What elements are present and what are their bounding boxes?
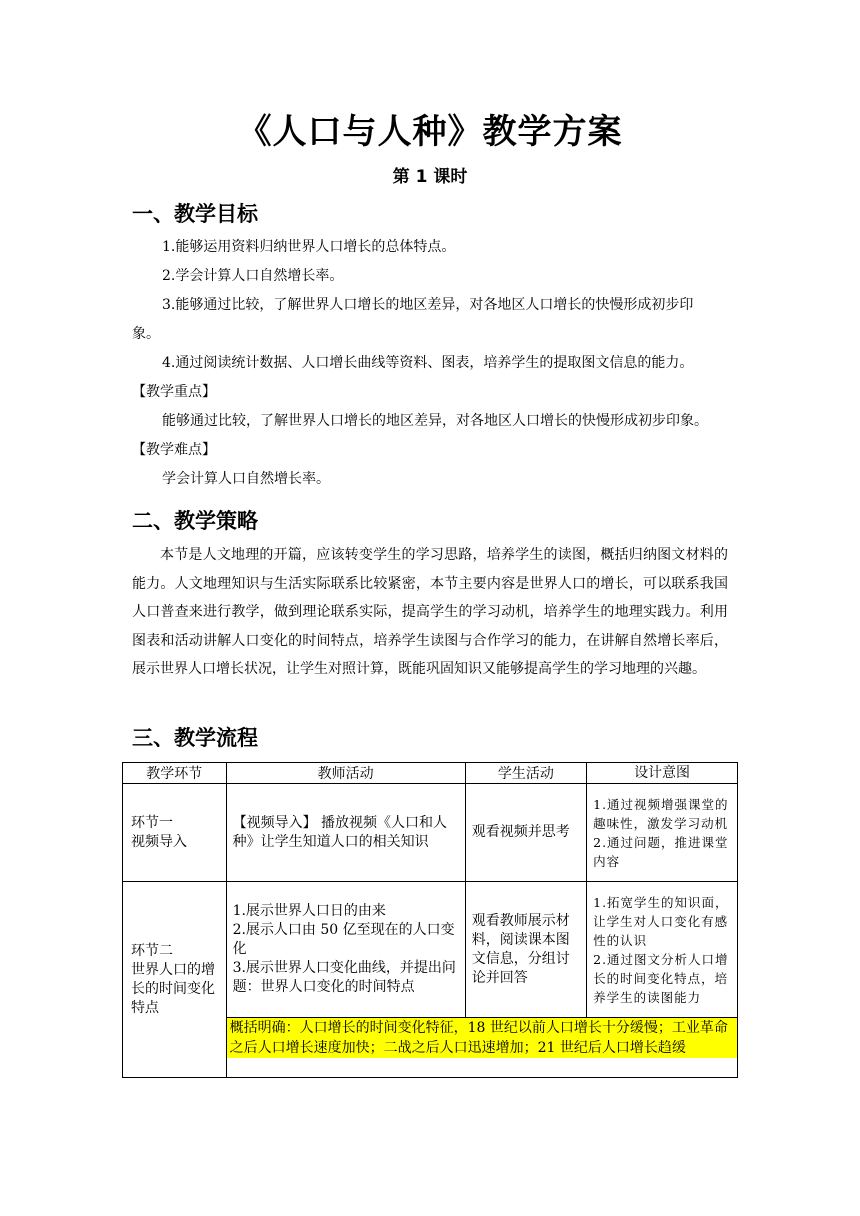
student-activity-cell: 观看视频并思考 bbox=[465, 784, 586, 882]
column-header: 教师活动 bbox=[226, 763, 465, 784]
design-intent-cell: 1.通过视频增强课堂的趣味性，激发学习动机 2.通过问题，推进课堂内容 bbox=[587, 784, 738, 882]
summary-highlighted-text: 概括明确：人口增长的时间变化特征，18 世纪以前人口增长十分缓慢；工业革命之后人口增长速度加快；二战之后人口迅速增加；21 世纪后人口增长趋缓 bbox=[227, 1018, 737, 1058]
teaching-flow-table bbox=[122, 762, 738, 1078]
difficulty-label: 【教学难点】 bbox=[132, 442, 216, 458]
section-heading-flow: 三、教学流程 bbox=[132, 726, 258, 750]
student-activity-cell: 观看教师展示材料，阅读课本图文信息，分组讨论并回答 bbox=[465, 882, 586, 1018]
lesson-subtitle: 第 1 课时 bbox=[392, 167, 468, 187]
goal-item: 4.通过阅读统计数据、人口增长曲线等资料、图表，培养学生的提取图文信息的能力。 bbox=[162, 355, 694, 371]
table-row bbox=[123, 882, 738, 1018]
table-header-row bbox=[123, 763, 738, 784]
document-title: 《人口与人种》教学方案 bbox=[237, 112, 623, 152]
key-point-label: 【教学重点】 bbox=[132, 384, 216, 400]
column-header: 设计意图 bbox=[587, 763, 738, 784]
column-header: 学生活动 bbox=[465, 763, 586, 784]
goal-item: 2.学会计算人口自然增长率。 bbox=[162, 268, 344, 284]
goal-item: 1.能够运用资料归纳世界人口增长的总体特点。 bbox=[162, 239, 456, 255]
section-heading-strategy: 二、教学策略 bbox=[132, 509, 258, 533]
key-point-text: 能够通过比较，了解世界人口增长的地区差异，对各地区人口增长的快慢形成初步印象。 bbox=[162, 413, 708, 429]
teacher-activity-cell: 1.展示世界人口日的由来 2.展示人口由 50 亿至现在的人口变化 3.展示世界人口变化曲线，并提出问题：世界人口变化的时间特点 bbox=[226, 882, 465, 1018]
stage-cell: 环节一 视频导入 bbox=[123, 784, 227, 882]
table-row bbox=[123, 784, 738, 882]
strategy-paragraph: 本节是人文地理的开篇，应该转变学生的学习思路，培养学生的读图，概括归纳图文材料的能力。人文地理知识与生活实际联系比较紧密，本节主要内容是世界人口的增长，可以联系我国人口普查来进行教学，做到理论联系实际，提高学生的学习动机，培养学生的地理实践力。利用图表和活动讲解人口变化的时间特点，培养学生读图与合作学习的能力，在讲解自然增长率后，展示世界人口增长状况，让学生对照计算，既能巩固知识又能够提高学生的学习地理的兴趣。 bbox=[132, 547, 728, 677]
teacher-activity-cell: 【视频导入】 播放视频《人口和人种》让学生知道人口的相关知识 bbox=[226, 784, 465, 882]
column-header: 教学环节 bbox=[123, 763, 227, 784]
difficulty-text: 学会计算人口自然增长率。 bbox=[162, 471, 330, 487]
design-intent-cell: 1.拓宽学生的知识面，让学生对人口变化有感性的认识 2.通过图文分析人口增长的时间变化特点，培养学生的读图能力 bbox=[587, 882, 738, 1018]
section-heading-goals: 一、教学目标 bbox=[132, 202, 258, 226]
goal-item-continued: 象。 bbox=[132, 326, 160, 342]
summary-cell bbox=[226, 1018, 737, 1078]
stage-cell: 环节二 世界人口的增长的时间变化特点 bbox=[123, 882, 227, 1078]
goal-item: 3.能够通过比较，了解世界人口增长的地区差异，对各地区人口增长的快慢形成初步印 bbox=[162, 297, 694, 313]
